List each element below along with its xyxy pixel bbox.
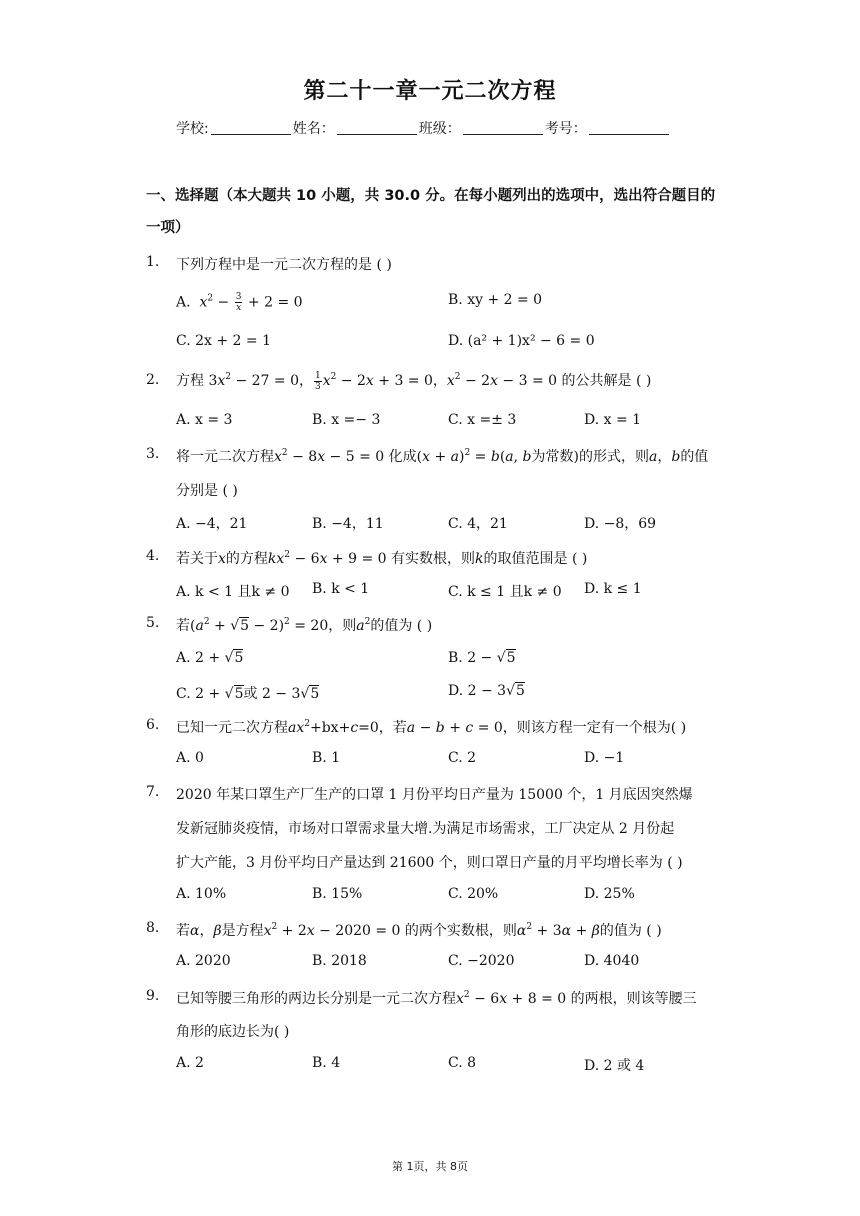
q1-number: 1.	[146, 254, 160, 270]
q8-number: 8.	[146, 920, 160, 936]
q7-stem-line-1: 2020 年某口罩生产厂生产的口罩 1 月份平均日产量为 15000 个，1 月底因突然爆	[176, 787, 693, 803]
section-heading	[146, 180, 726, 244]
q1-option-c[interactable]: C. 2x + 2 = 1	[176, 333, 271, 349]
q7-stem-line-2: 发新冠肺炎疫情，市场对口罩需求量大增.为满足市场需求，工厂决定从 2 月份起	[176, 821, 675, 837]
section-heading-line-1: 一、选择题（本大题共 10 小题，共 30.0 分。在每小题列出的选项中，选出符合题目的	[146, 188, 716, 204]
q2-option-b[interactable]: B. x =− 3	[312, 412, 381, 428]
class-blank[interactable]	[463, 120, 543, 135]
q5-option-a[interactable]: A. 2 + √5	[176, 650, 244, 666]
q9-option-a[interactable]: A. 2	[176, 1055, 204, 1071]
q8-option-b[interactable]: B. 2018	[312, 953, 367, 969]
q3-option-d[interactable]: D. −8，69	[584, 516, 657, 532]
q6-option-a[interactable]: A. 0	[176, 750, 204, 766]
q9-option-d[interactable]: D. 2 或 4	[584, 1058, 645, 1074]
q5-option-b[interactable]: B. 2 − √5	[448, 650, 516, 666]
q9-number: 9.	[146, 988, 160, 1004]
page-footer: 第 1页，共 8页	[392, 1160, 468, 1173]
q5-option-d[interactable]: D. 2 − 3√5	[448, 683, 525, 699]
student-info-line	[176, 118, 671, 138]
q3-option-a[interactable]: A. −4，21	[176, 516, 248, 532]
school-label: 学校:	[176, 121, 209, 137]
q7-option-a[interactable]: A. 10%	[176, 886, 227, 902]
q7-option-d[interactable]: D. 25%	[584, 886, 635, 902]
q2-number: 2.	[146, 372, 160, 388]
q6-stem: 已知一元二次方程$ax^2+bx+c=0$，若a − b + c = 0，则该方程一定有一个根为( )	[176, 719, 687, 736]
exam-no-blank[interactable]	[589, 120, 669, 135]
q7-option-b[interactable]: B. 15%	[312, 886, 363, 902]
q3-number: 3.	[146, 446, 160, 462]
section-heading-line-2: 一项）	[146, 220, 190, 236]
q4-option-d[interactable]: D. k ≤ 1	[584, 581, 642, 597]
exam-no-label: 考号：	[544, 121, 587, 137]
q4-option-c[interactable]: C. k ≤ 1 且k ≠ 0	[448, 584, 562, 600]
q2-option-c[interactable]: C. x =± 3	[448, 412, 517, 428]
q4-option-b[interactable]: B. k < 1	[312, 581, 370, 597]
q8-stem: 若α，β是方程$x^2 + 2x - 2020 = 0$ 的两个实数根，则$\alpha^2 + 3\alpha + \beta$的值为 ( )	[176, 922, 662, 939]
q1-option-b[interactable]: B. xy + 2 = 0	[448, 292, 543, 308]
q8-option-c[interactable]: C. −2020	[448, 953, 515, 969]
q3-stem-line-1: 将一元二次方程$x^2 - 8x - 5 = 0$ 化成$(x + a)^2 = b(a$, b为常数)的形式，则a，b的值	[176, 448, 709, 465]
q5-stem: 若$(a^2 + √5 - 2)^2 = 20$，则$a^2$的值为 ( )	[176, 617, 433, 634]
page-title: 第二十一章一元二次方程	[303, 79, 557, 104]
fraction: $\frac{1}{3}$	[314, 370, 321, 392]
q7-number: 7.	[146, 784, 160, 800]
q9-option-b[interactable]: B. 4	[312, 1055, 341, 1071]
q2-option-d[interactable]: D. x = 1	[584, 412, 642, 428]
q3-option-b[interactable]: B. −4，11	[312, 516, 384, 532]
q3-stem-line-2: 分别是 ( )	[176, 483, 238, 499]
fraction: $\frac{3}{x}$	[235, 292, 242, 313]
q6-option-d[interactable]: D. −1	[584, 750, 625, 766]
q7-option-c[interactable]: C. 20%	[448, 886, 499, 902]
q3-option-c[interactable]: C. 4，21	[448, 516, 508, 532]
name-blank[interactable]	[337, 120, 417, 135]
q1-option-a[interactable]: A. $x^2$ − $\frac{3}{x}$ + 2 = 0	[176, 292, 303, 313]
q6-number: 6.	[146, 717, 160, 733]
q5-number: 5.	[146, 615, 160, 631]
q4-number: 4.	[146, 548, 160, 564]
q1-option-d[interactable]: D. (a² + 1)x² − 6 = 0	[448, 333, 595, 349]
q9-option-c[interactable]: C. 8	[448, 1055, 477, 1071]
name-label: 姓名：	[292, 121, 335, 137]
q2-option-a[interactable]: A. x = 3	[176, 412, 233, 428]
q4-stem: 若关于x的方程$kx^2 - 6x + 9 = 0$ 有实数根，则k的取值范围是 ( )	[176, 550, 588, 567]
q9-stem-line-1: 已知等腰三角形的两边长分别是一元二次方程$x^2 - 6x + 8 = 0$ 的两根，则该等腰三	[176, 990, 697, 1007]
q6-option-c[interactable]: C. 2	[448, 750, 477, 766]
class-label: 班级：	[418, 121, 461, 137]
q8-option-a[interactable]: A. 2020	[176, 953, 231, 969]
q6-option-b[interactable]: B. 1	[312, 750, 341, 766]
q9-stem-line-2: 角形的底边长为( )	[176, 1024, 290, 1040]
q8-option-d[interactable]: D. 4040	[584, 953, 640, 969]
q5-option-c[interactable]: C. 2 + √5或 2 − 3√5	[176, 686, 320, 702]
q2-stem: 方程 $3x^2 - 27 = 0$， $\frac{1}{3}$ $x^2 - 2x + 3 = 0$，$x^2 - 2x - 3 = 0$ 的公共解是 ( )	[176, 370, 652, 392]
q7-stem-line-3: 扩大产能，3 月份平均日产量达到 21600 个，则口罩日产量的月平均增长率为 ( )	[176, 855, 683, 871]
q4-option-a[interactable]: A. k < 1 且k ≠ 0	[176, 584, 290, 600]
school-blank[interactable]	[211, 120, 291, 135]
q1-option-a-label: A.	[176, 294, 191, 311]
q1-stem: 下列方程中是一元二次方程的是 ( )	[176, 257, 392, 273]
